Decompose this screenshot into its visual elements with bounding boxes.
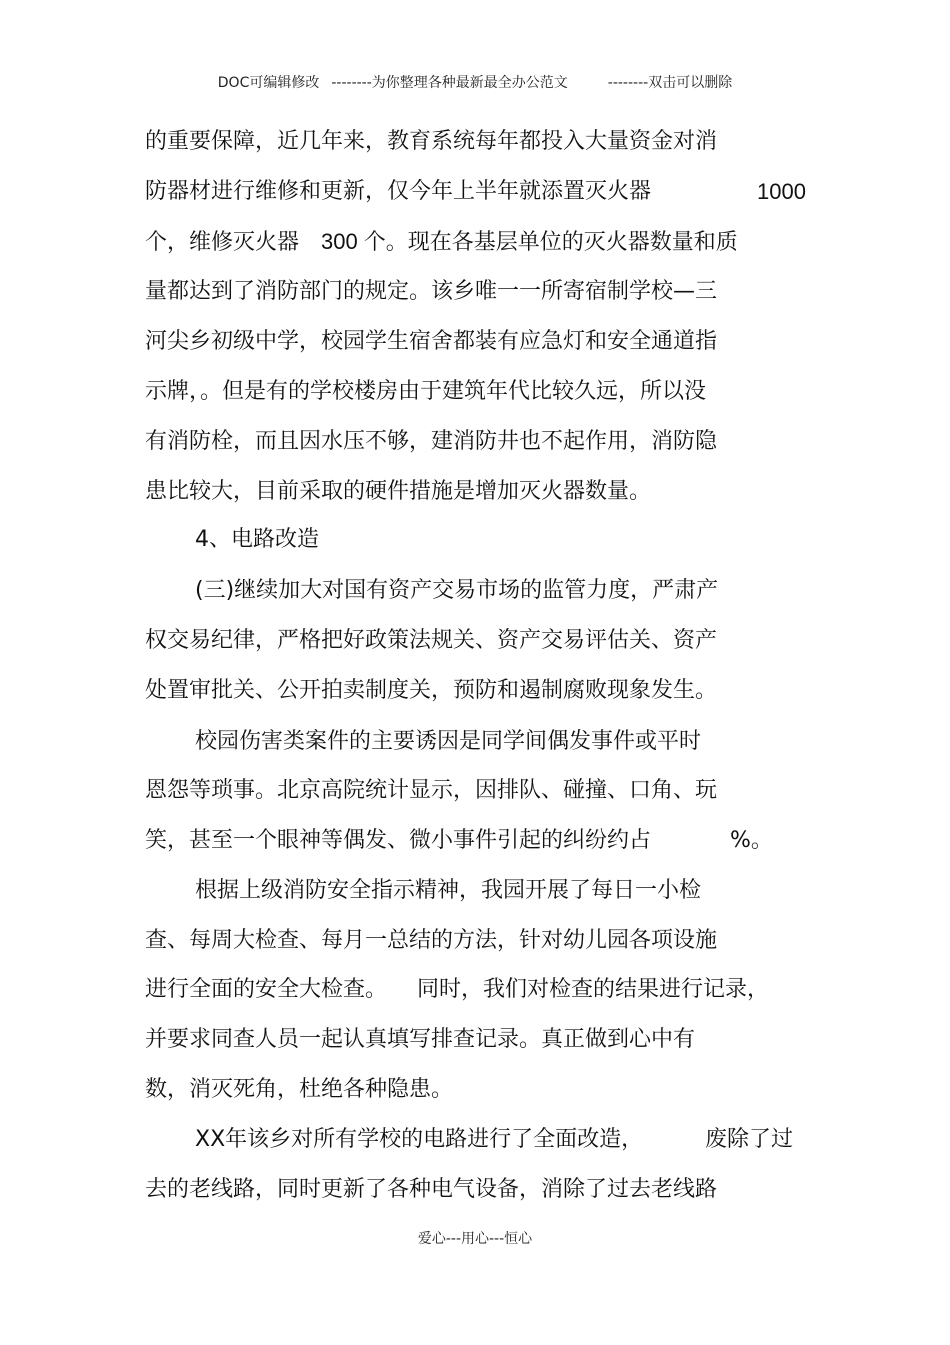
body-line-4: 量都达到了消防部门的规定。该乡唯一一所寄宿制学校—三 — [145, 279, 718, 304]
body-line-3 — [145, 227, 738, 257]
body-line-3-text-a: 个，维修灭火器 — [145, 230, 300, 255]
body-line-7: 有消防栓，而且因水压不够，建消防井也不起作用，消防隐 — [145, 429, 718, 454]
body-line-2-text: 防器材进行维修和更新，仅今年上半年就添置灭火器 — [145, 179, 652, 204]
header-slogan: --------为你整理各种最新最全办公范文 — [331, 75, 568, 91]
body-line-10: (三)继续加大对国有资产交易市场的监管力度，严肃产 — [195, 578, 719, 603]
body-line-18-text-b: 同时，我们对检查的结果进行记录， — [417, 977, 770, 1002]
body-line-13: 校园伤害类案件的主要诱因是同学间偶发事件或平时 — [195, 729, 702, 754]
body-line-2 — [145, 177, 815, 207]
body-line-2-number: 1000 — [757, 179, 806, 204]
body-line-21 — [195, 1125, 805, 1155]
body-line-15-text: 笑，甚至一个眼神等偶发、微小事件引起的纠纷约占 — [145, 828, 652, 853]
body-line-8: 患比较大，目前采取的硬件措施是增加灭火器数量。 — [145, 479, 652, 504]
header-doc-label: DOC可编辑修改 — [217, 75, 320, 91]
body-line-3-text-b: 个。现在各基层单位的灭火器数量和质 — [363, 230, 738, 255]
body-line-18-text-a: 进行全面的安全大检查。 — [145, 977, 388, 1002]
body-line-15 — [145, 826, 773, 856]
body-line-6: 示牌，。但是有的学校楼房由于建筑年代比较久远，所以没 — [145, 379, 707, 404]
body-line-19: 并要求同查人员一起认真填写排查记录。真正做到心中有 — [145, 1027, 696, 1052]
body-line-16: 根据上级消防安全指示精神，我园开展了每日一小检 — [195, 878, 702, 903]
body-line-12: 处置审批关、公开拍卖制度关，预防和遏制腐败现象发生。 — [145, 678, 718, 703]
page-header — [0, 72, 950, 92]
body-line-21-text-a: XX年该乡对所有学校的电路进行了全面改造， — [195, 1127, 644, 1152]
body-line-17: 查、每周大检查、每月一总结的方法，针对幼儿园各项设施 — [145, 928, 718, 953]
body-line-11: 权交易纪律，严格把好政策法规关、资产交易评估关、资产 — [145, 628, 718, 653]
body-line-18 — [145, 975, 769, 1005]
body-line-3-number: 300 — [321, 229, 358, 254]
body-line-21-text-b: 废除了过 — [705, 1127, 794, 1152]
body-line-22: 去的老线路，同时更新了各种电气设备，消除了过去老线路 — [145, 1177, 718, 1202]
body-line-20: 数，消灭死角，杜绝各种隐患。 — [145, 1077, 454, 1102]
body-line-15-percent: %。 — [730, 828, 773, 853]
body-line-5: 河尖乡初级中学，校园学生宿舍都装有应急灯和安全通道指 — [145, 329, 718, 354]
page-footer: 爱心---用心---恒心 — [417, 1231, 533, 1247]
section-heading-4: 4、电路改造 — [195, 527, 319, 552]
body-line-14: 恩怨等琐事。北京高院统计显示，因排队、碰撞、口角、玩 — [145, 778, 718, 803]
body-line-1: 的重要保障，近几年来，教育系统每年都投入大量资金对消 — [145, 129, 718, 154]
header-delete-hint: --------双击可以删除 — [607, 75, 733, 91]
